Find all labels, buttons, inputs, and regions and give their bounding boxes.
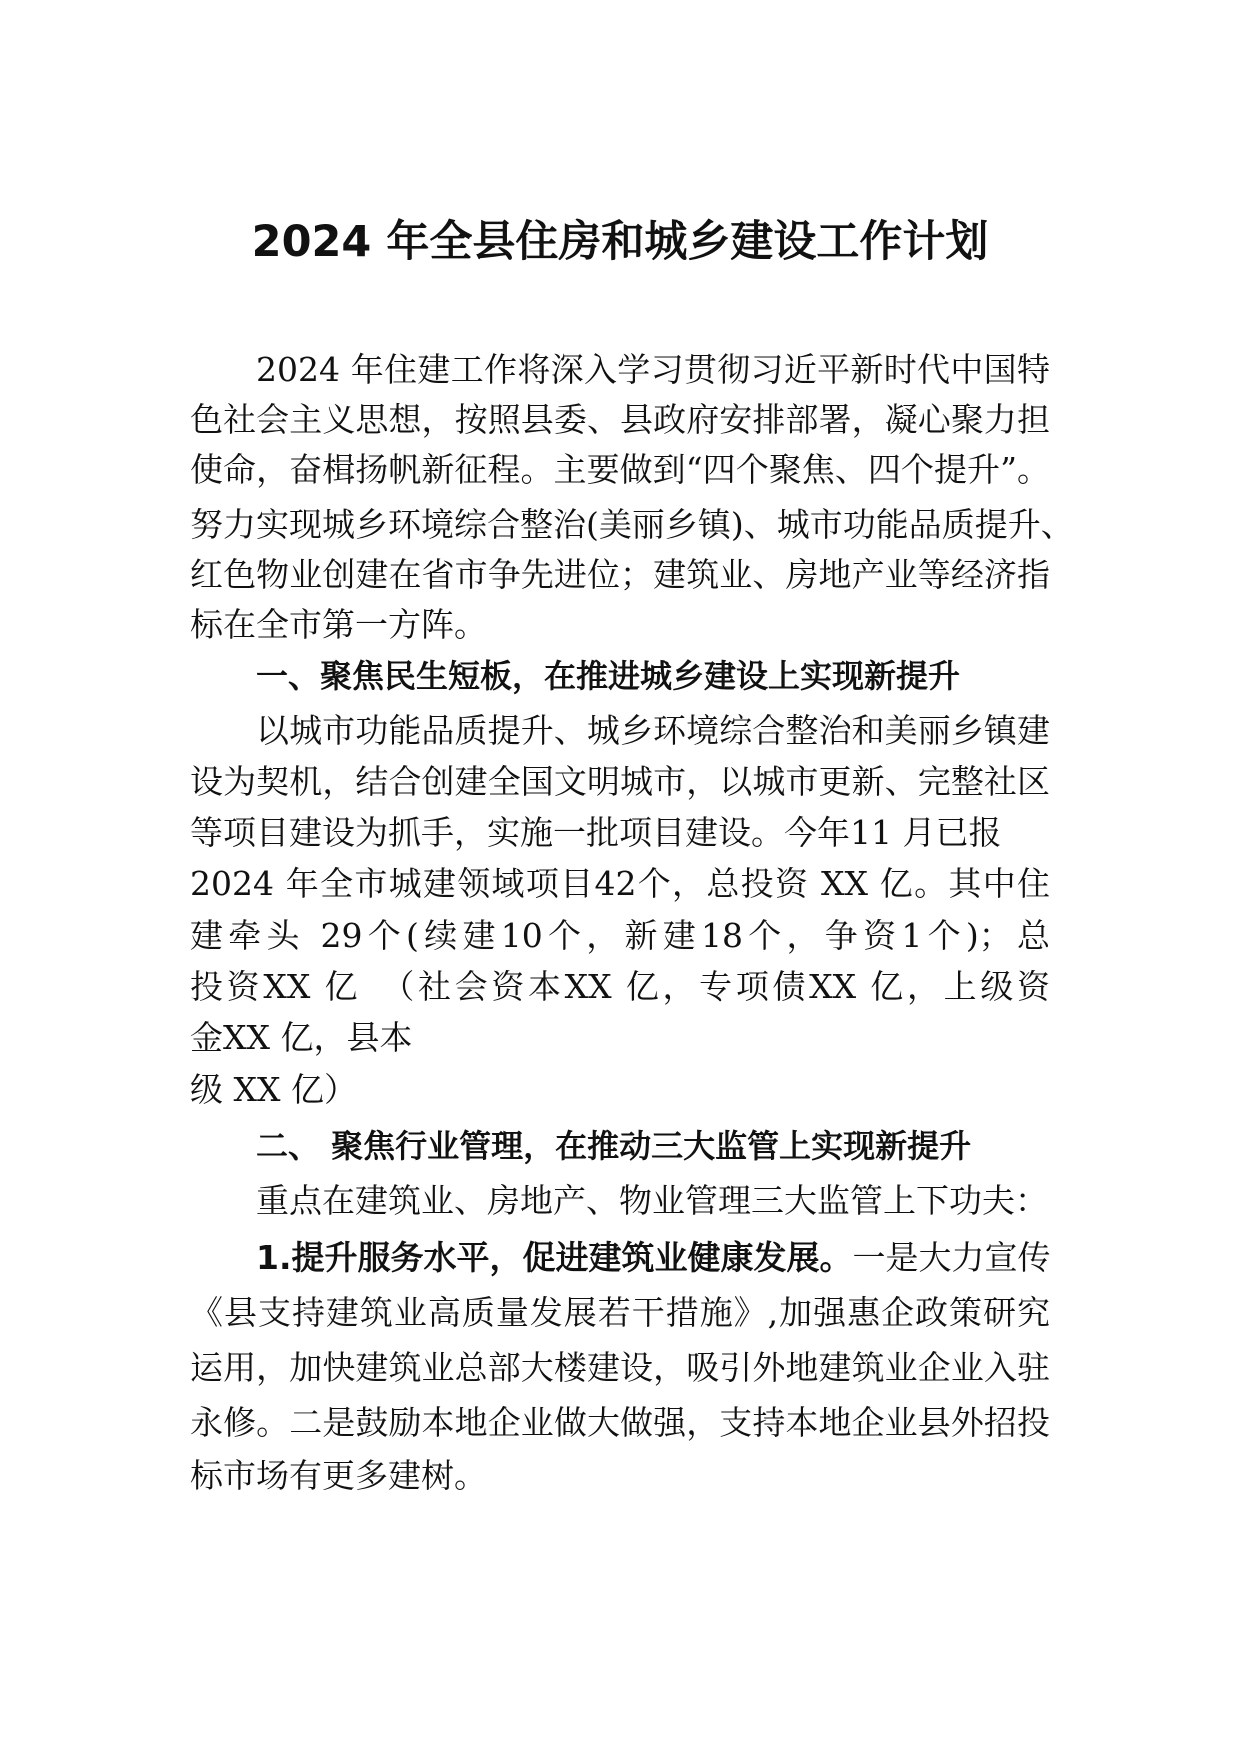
intro-line: 使命，奋楫扬帆新征程。主要做到“四个聚焦、四个提升”。: [190, 450, 1050, 489]
intro-line: 标在全市第一方阵。: [190, 605, 487, 644]
section-heading-1: 一、聚焦民生短板，在推进城乡建设上实现新提升: [256, 657, 961, 695]
section2-intro: 重点在建筑业、房地产、物业管理三大监管上下功夫：: [256, 1181, 1048, 1220]
item1-first-line: [256, 1232, 1050, 1284]
document-title: 2024 年全县住房和城乡建设工作计划: [251, 217, 989, 267]
section1-line: 建牵头 29个(续建10个，新建18个，争资1个)；总: [190, 916, 1050, 955]
intro-line: 色社会主义思想，按照县委、县政府安排部署，凝心聚力担: [190, 400, 1050, 439]
item1-line: 运用，加快建筑业总部大楼建设，吸引外地建筑业企业入驻: [190, 1348, 1050, 1387]
item1-line: 《县支持建筑业高质量发展若干措施》,加强惠企政策研究: [190, 1293, 1050, 1332]
section1-line: 投资XX 亿 （社会资本XX 亿，专项债XX 亿，上级资: [190, 967, 1050, 1006]
intro-line: 努力实现城乡环境综合整治(美丽乡镇)、城市功能品质提升、: [190, 505, 1074, 544]
intro-line: 2024 年住建工作将深入学习贯彻习近平新时代中国特: [256, 350, 1050, 389]
item1-first-rest: 一是大力宣传: [852, 1238, 1051, 1277]
section1-line: 等项目建设为抓手，实施一批项目建设。今年11 月已报: [190, 813, 1002, 852]
section1-line: 设为契机，结合创建全国文明城市，以城市更新、完整社区: [190, 762, 1050, 801]
section-heading-2: 二、 聚焦行业管理，在推动三大监管上实现新提升: [256, 1127, 972, 1165]
section1-line: 2024 年全市城建领域项目42个，总投资 XX 亿。其中住: [190, 864, 1050, 903]
section1-line: 以城市功能品质提升、城乡环境综合整治和美丽乡镇建: [256, 711, 1050, 750]
item1-line: 永修。二是鼓励本地企业做大做强，支持本地企业县外招投: [190, 1403, 1050, 1442]
item1-line: 标市场有更多建树。: [190, 1456, 487, 1495]
item1-bold-lead: 1.提升服务水平，促进建筑业健康发展。: [256, 1238, 853, 1277]
section1-line: 金XX 亿，县本: [190, 1018, 413, 1057]
intro-line: 红色物业创建在省市争先进位；建筑业、房地产业等经济指: [190, 555, 1050, 594]
section1-line: 级 XX 亿）: [190, 1070, 357, 1109]
